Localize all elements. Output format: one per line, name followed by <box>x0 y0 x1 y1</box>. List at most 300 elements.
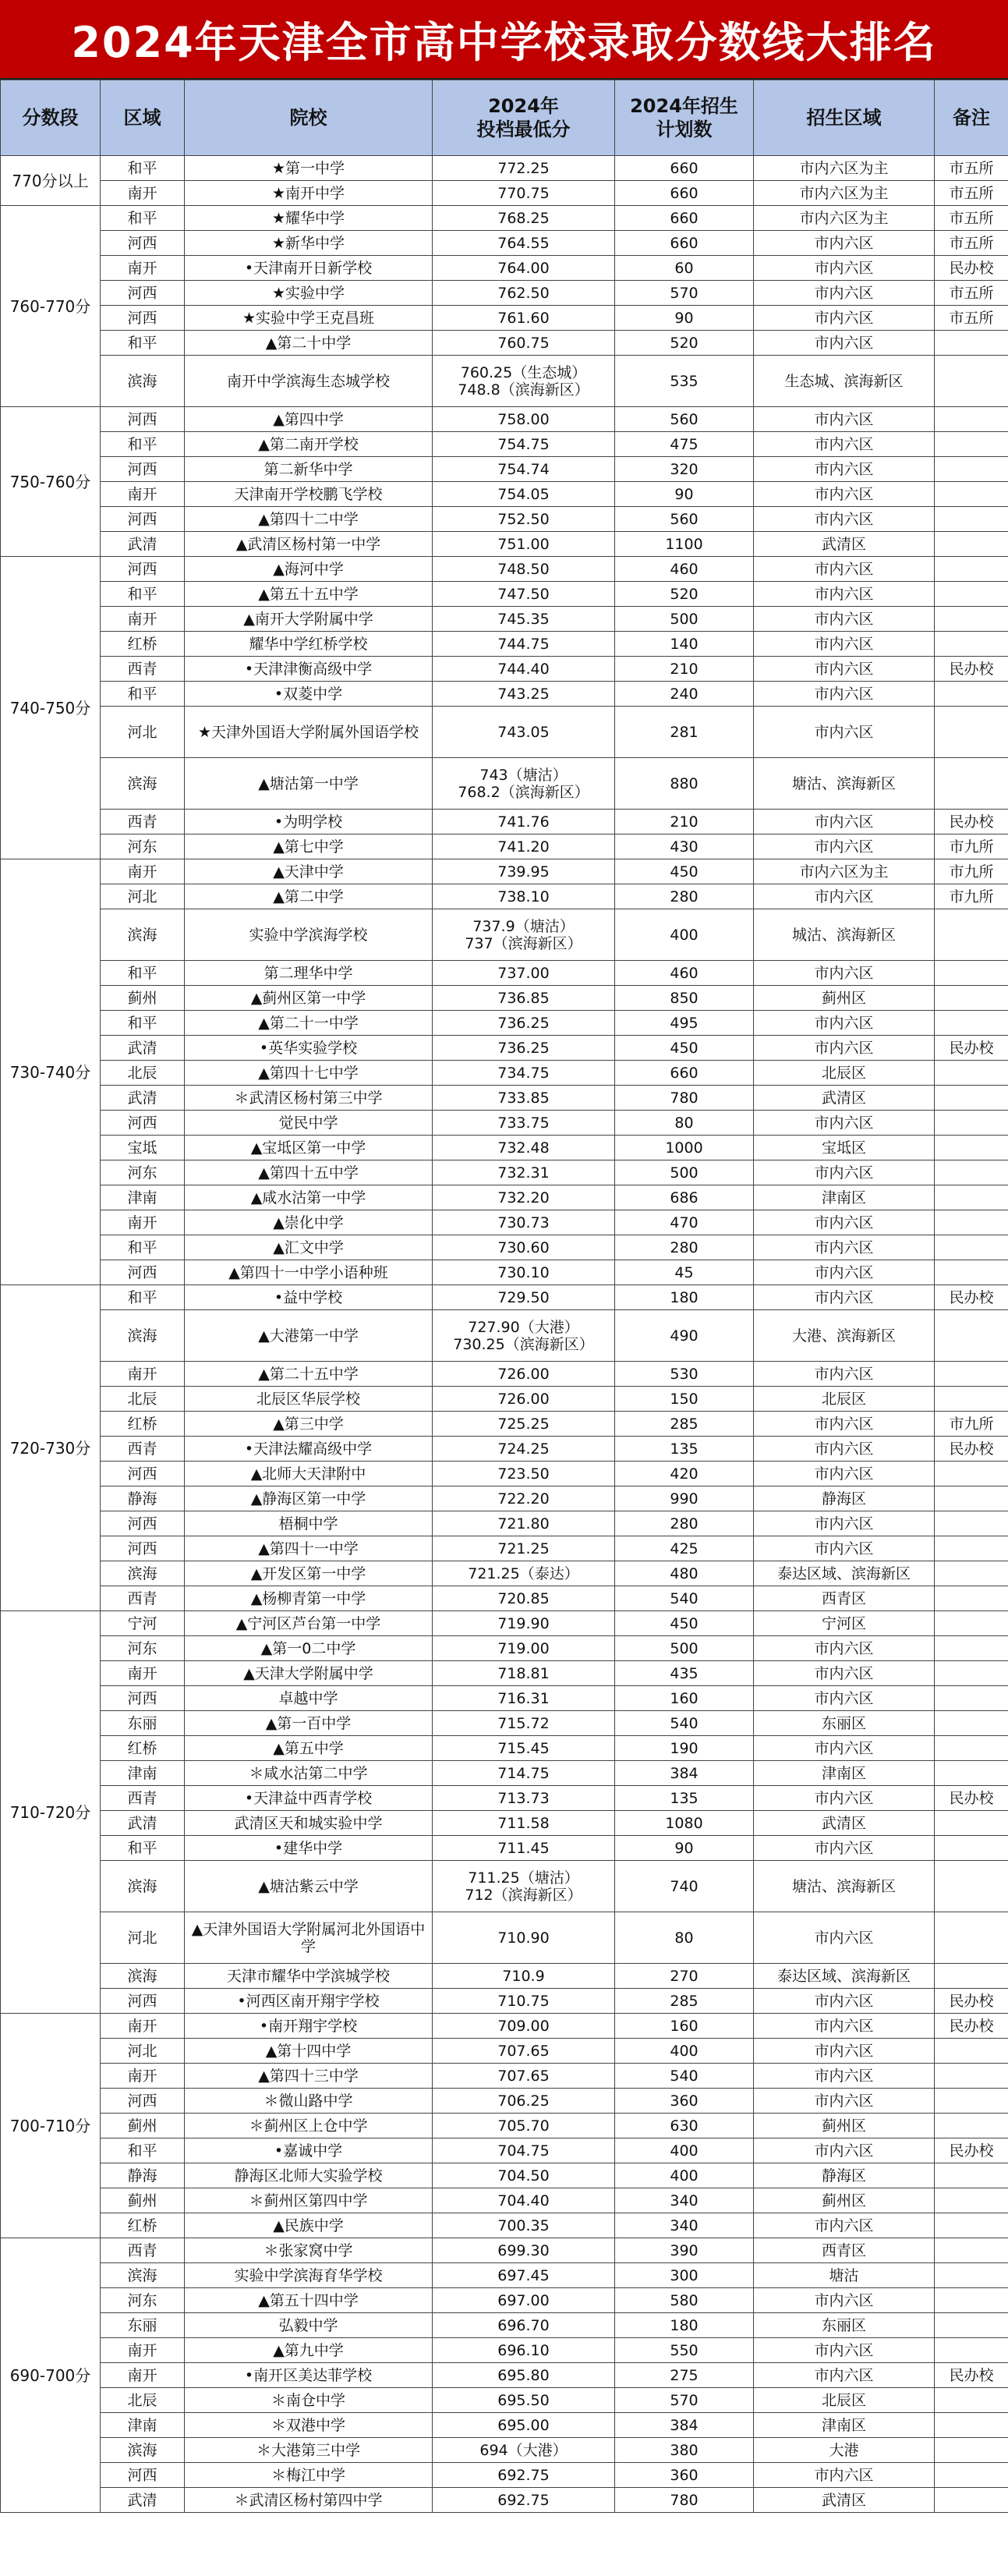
district-cell: 南开 <box>101 1210 185 1235</box>
note-cell: 民办校 <box>935 2138 1008 2163</box>
note-cell: 市五所 <box>935 306 1008 331</box>
school-cell: ▲蓟州区第一中学 <box>185 986 433 1011</box>
plan-count-cell: 280 <box>615 884 754 909</box>
min-score-cell: 736.85 <box>433 986 615 1011</box>
table-row <box>1 1561 1008 1586</box>
district-cell: 西青 <box>101 1437 185 1462</box>
header-region: 招生区域 <box>754 80 935 156</box>
min-score-cell: 710.75 <box>433 1989 615 2014</box>
school-cell: ▲第四十七中学 <box>185 1061 433 1086</box>
plan-count-cell: 460 <box>615 557 754 582</box>
plan-count-cell: 150 <box>615 1387 754 1412</box>
region-cell: 市内六区 <box>754 507 935 532</box>
note-cell: 市九所 <box>935 859 1008 884</box>
plan-count-cell: 686 <box>615 1185 754 1210</box>
min-score-cell: 754.05 <box>433 482 615 507</box>
min-score-cell: 733.85 <box>433 1086 615 1111</box>
note-cell <box>935 2463 1008 2488</box>
plan-count-cell: 1100 <box>615 532 754 557</box>
plan-count-cell: 430 <box>615 834 754 859</box>
plan-count-cell: 540 <box>615 1711 754 1736</box>
region-cell: 市内六区 <box>754 331 935 356</box>
region-cell: 市内六区 <box>754 1036 935 1061</box>
min-score-cell: 699.30 <box>433 2238 615 2263</box>
note-cell: 民办校 <box>935 657 1008 682</box>
min-score-cell: 705.70 <box>433 2114 615 2138</box>
district-cell: 滨海 <box>101 1310 185 1362</box>
district-cell: 滨海 <box>101 2438 185 2463</box>
table-row <box>1 1111 1008 1136</box>
min-score-cell: 741.76 <box>433 810 615 834</box>
plan-count-cell: 425 <box>615 1536 754 1561</box>
plan-count-cell: 495 <box>615 1011 754 1036</box>
district-cell: 滨海 <box>101 1561 185 1586</box>
note-cell <box>935 1061 1008 1086</box>
min-score-cell: 762.50 <box>433 281 615 306</box>
table-row <box>1 2313 1008 2338</box>
district-cell: 河西 <box>101 281 185 306</box>
district-cell: 静海 <box>101 2163 185 2188</box>
table-row <box>1 1036 1008 1061</box>
plan-count-cell: 420 <box>615 1462 754 1486</box>
school-cell: 实验中学滨海育华学校 <box>185 2263 433 2288</box>
district-cell: 武清 <box>101 1811 185 1836</box>
district-cell: 滨海 <box>101 909 185 961</box>
min-score-cell: 695.80 <box>433 2363 615 2388</box>
table-row <box>1 1486 1008 1511</box>
note-cell <box>935 607 1008 632</box>
note-cell <box>935 331 1008 356</box>
note-cell <box>935 1260 1008 1285</box>
plan-count-cell: 400 <box>615 2138 754 2163</box>
table-row <box>1 657 1008 682</box>
note-cell <box>935 2438 1008 2463</box>
region-cell: 武清区 <box>754 1811 935 1836</box>
plan-count-cell: 780 <box>615 1086 754 1111</box>
note-cell <box>935 1964 1008 1989</box>
note-cell <box>935 986 1008 1011</box>
school-cell: •南开区美达菲学校 <box>185 2363 433 2388</box>
min-score-cell: 751.00 <box>433 532 615 557</box>
region-cell: 市内六区 <box>754 632 935 657</box>
note-cell <box>935 1111 1008 1136</box>
header-min-score: 2024年 投档最低分 <box>433 80 615 156</box>
district-cell: 南开 <box>101 2338 185 2363</box>
table-row <box>1 1536 1008 1561</box>
note-cell: 民办校 <box>935 810 1008 834</box>
score-band-cell: 760-770分 <box>1 206 101 407</box>
region-cell: 市内六区 <box>754 1912 935 1964</box>
table-row <box>1 2138 1008 2163</box>
min-score-cell: 721.25（泰达） <box>433 1561 615 1586</box>
district-cell: 河西 <box>101 2089 185 2114</box>
district-cell: 河东 <box>101 834 185 859</box>
school-cell: ▲第十四中学 <box>185 2039 433 2064</box>
plan-count-cell: 160 <box>615 2014 754 2039</box>
note-cell <box>935 1586 1008 1611</box>
min-score-cell: 744.40 <box>433 657 615 682</box>
plan-count-cell: 135 <box>615 1786 754 1811</box>
note-cell: 民办校 <box>935 1437 1008 1462</box>
note-cell <box>935 532 1008 557</box>
plan-count-cell: 180 <box>615 2313 754 2338</box>
note-cell <box>935 1536 1008 1561</box>
school-cell: ＊双港中学 <box>185 2413 433 2438</box>
table-row <box>1 356 1008 407</box>
plan-count-cell: 450 <box>615 1611 754 1636</box>
region-cell: 蓟州区 <box>754 2188 935 2213</box>
district-cell: 西青 <box>101 810 185 834</box>
plan-count-cell: 60 <box>615 256 754 281</box>
plan-count-cell: 400 <box>615 909 754 961</box>
min-score-cell: 692.75 <box>433 2488 615 2513</box>
region-cell: 市内六区 <box>754 1636 935 1661</box>
school-cell: ▲天津中学 <box>185 859 433 884</box>
district-cell: 河西 <box>101 231 185 256</box>
district-cell: 河东 <box>101 1160 185 1185</box>
district-cell: 河北 <box>101 884 185 909</box>
note-cell <box>935 482 1008 507</box>
note-cell <box>935 582 1008 607</box>
region-cell: 市内六区 <box>754 682 935 707</box>
school-cell: 北辰区华辰学校 <box>185 1387 433 1412</box>
table-row <box>1 1761 1008 1786</box>
score-band-cell: 750-760分 <box>1 407 101 557</box>
region-cell: 市内六区为主 <box>754 206 935 231</box>
school-cell: 觉民中学 <box>185 1111 433 1136</box>
school-cell: ▲第一0二中学 <box>185 1636 433 1661</box>
district-cell: 红桥 <box>101 2213 185 2238</box>
note-cell <box>935 1511 1008 1536</box>
note-cell <box>935 2288 1008 2313</box>
district-cell: 静海 <box>101 1486 185 1511</box>
region-cell: 津南区 <box>754 2413 935 2438</box>
min-score-cell: 700.35 <box>433 2213 615 2238</box>
note-cell <box>935 1761 1008 1786</box>
region-cell: 东丽区 <box>754 2313 935 2338</box>
region-cell: 市内六区 <box>754 1661 935 1686</box>
school-cell: ★新华中学 <box>185 231 433 256</box>
school-cell: ▲第二中学 <box>185 884 433 909</box>
table-row <box>1 181 1008 206</box>
min-score-cell: 760.25（生态城） 748.8（滨海新区） <box>433 356 615 407</box>
region-cell: 市内六区 <box>754 961 935 986</box>
page-title: 2024年天津全市高中学校录取分数线大排名 <box>0 0 1008 80</box>
region-cell: 武清区 <box>754 2488 935 2513</box>
district-cell: 滨海 <box>101 758 185 810</box>
table-row <box>1 432 1008 457</box>
min-score-cell: 734.75 <box>433 1061 615 1086</box>
note-cell <box>935 1235 1008 1260</box>
min-score-cell: 697.45 <box>433 2263 615 2288</box>
note-cell: 市五所 <box>935 281 1008 306</box>
plan-count-cell: 384 <box>615 2413 754 2438</box>
plan-count-cell: 300 <box>615 2263 754 2288</box>
district-cell: 南开 <box>101 2363 185 2388</box>
school-cell: •天津津衡高级中学 <box>185 657 433 682</box>
min-score-cell: 738.10 <box>433 884 615 909</box>
region-cell: 静海区 <box>754 2163 935 2188</box>
table-row <box>1 758 1008 810</box>
plan-count-cell: 540 <box>615 2064 754 2089</box>
school-cell: •天津南开日新学校 <box>185 256 433 281</box>
region-cell: 北辰区 <box>754 1387 935 1412</box>
plan-count-cell: 560 <box>615 507 754 532</box>
district-cell: 南开 <box>101 181 185 206</box>
plan-count-cell: 360 <box>615 2463 754 2488</box>
school-cell: ▲天津大学附属中学 <box>185 1661 433 1686</box>
score-band-cell: 740-750分 <box>1 557 101 859</box>
table-row <box>1 1086 1008 1111</box>
plan-count-cell: 660 <box>615 231 754 256</box>
table-row <box>1 1786 1008 1811</box>
school-cell: ★天津外国语大学附属外国语学校 <box>185 707 433 758</box>
min-score-cell: 710.90 <box>433 1912 615 1964</box>
district-cell: 河西 <box>101 457 185 482</box>
note-cell <box>935 2039 1008 2064</box>
school-cell: •天津益中西青学校 <box>185 1786 433 1811</box>
table-row <box>1 607 1008 632</box>
region-cell: 市内六区 <box>754 1260 935 1285</box>
min-score-cell: 745.35 <box>433 607 615 632</box>
min-score-cell: 696.10 <box>433 2338 615 2363</box>
region-cell: 市内六区 <box>754 407 935 432</box>
min-score-cell: 747.50 <box>433 582 615 607</box>
min-score-cell: 741.20 <box>433 834 615 859</box>
header-row <box>1 80 1008 156</box>
region-cell: 市内六区 <box>754 1111 935 1136</box>
region-cell: 市内六区 <box>754 1511 935 1536</box>
min-score-cell: 736.25 <box>433 1036 615 1061</box>
school-cell: ▲第四十三中学 <box>185 2064 433 2089</box>
region-cell: 市内六区 <box>754 482 935 507</box>
region-cell: 市内六区 <box>754 2363 935 2388</box>
school-cell: ▲宁河区芦台第一中学 <box>185 1611 433 1636</box>
school-cell: 武清区天和城实验中学 <box>185 1811 433 1836</box>
table-row <box>1 2413 1008 2438</box>
region-cell: 市内六区 <box>754 432 935 457</box>
min-score-cell: 696.70 <box>433 2313 615 2338</box>
region-cell: 市内六区 <box>754 1736 935 1761</box>
district-cell: 河北 <box>101 707 185 758</box>
table-row <box>1 1636 1008 1661</box>
note-cell <box>935 1711 1008 1736</box>
table-row <box>1 682 1008 707</box>
region-cell: 市内六区 <box>754 231 935 256</box>
min-score-cell: 730.10 <box>433 1260 615 1285</box>
table-row <box>1 2463 1008 2488</box>
note-cell <box>935 1136 1008 1160</box>
region-cell: 市内六区 <box>754 2014 935 2039</box>
plan-count-cell: 850 <box>615 986 754 1011</box>
note-cell: 民办校 <box>935 1989 1008 2014</box>
table-row <box>1 1437 1008 1462</box>
table-row <box>1 2039 1008 2064</box>
table-row <box>1 884 1008 909</box>
region-cell: 北辰区 <box>754 2388 935 2413</box>
school-cell: ＊南仓中学 <box>185 2388 433 2413</box>
school-cell: ▲第四十五中学 <box>185 1160 433 1185</box>
district-cell: 河西 <box>101 1686 185 1711</box>
region-cell: 津南区 <box>754 1761 935 1786</box>
note-cell: 市五所 <box>935 206 1008 231</box>
table-row <box>1 1989 1008 2014</box>
district-cell: 和平 <box>101 2138 185 2163</box>
note-cell <box>935 1686 1008 1711</box>
note-cell: 民办校 <box>935 256 1008 281</box>
district-cell: 西青 <box>101 2238 185 2263</box>
region-cell: 市内六区 <box>754 810 935 834</box>
district-cell: 南开 <box>101 256 185 281</box>
region-cell: 大港 <box>754 2438 935 2463</box>
min-score-cell: 739.95 <box>433 859 615 884</box>
region-cell: 宝坻区 <box>754 1136 935 1160</box>
region-cell: 市内六区为主 <box>754 156 935 181</box>
school-cell: ▲第五十四中学 <box>185 2288 433 2313</box>
min-score-cell: 723.50 <box>433 1462 615 1486</box>
school-cell: ▲第四中学 <box>185 407 433 432</box>
region-cell: 市内六区 <box>754 1989 935 2014</box>
region-cell: 市内六区 <box>754 2089 935 2114</box>
district-cell: 滨海 <box>101 1861 185 1912</box>
table-row <box>1 482 1008 507</box>
region-cell: 市内六区 <box>754 834 935 859</box>
table-row <box>1 2064 1008 2089</box>
plan-count-cell: 740 <box>615 1861 754 1912</box>
table-row <box>1 1310 1008 1362</box>
school-cell: ▲第四十二中学 <box>185 507 433 532</box>
plan-count-cell: 780 <box>615 2488 754 2513</box>
table-row <box>1 1412 1008 1437</box>
table-row <box>1 1661 1008 1686</box>
note-cell <box>935 707 1008 758</box>
note-cell <box>935 2388 1008 2413</box>
school-cell: ▲第二十五中学 <box>185 1362 433 1387</box>
school-cell: 耀华中学红桥学校 <box>185 632 433 657</box>
min-score-cell: 692.75 <box>433 2463 615 2488</box>
score-table <box>0 80 1008 2513</box>
school-cell: ★第一中学 <box>185 156 433 181</box>
table-row <box>1 2188 1008 2213</box>
district-cell: 东丽 <box>101 2313 185 2338</box>
min-score-cell: 772.25 <box>433 156 615 181</box>
school-cell: ▲第二十一中学 <box>185 1011 433 1036</box>
district-cell: 河西 <box>101 2463 185 2488</box>
plan-count-cell: 570 <box>615 281 754 306</box>
plan-count-cell: 180 <box>615 1285 754 1310</box>
note-cell <box>935 1086 1008 1111</box>
table-row <box>1 281 1008 306</box>
table-row <box>1 1711 1008 1736</box>
region-cell: 市内六区为主 <box>754 859 935 884</box>
table-row <box>1 2238 1008 2263</box>
note-cell <box>935 457 1008 482</box>
region-cell: 静海区 <box>754 1486 935 1511</box>
note-cell <box>935 2263 1008 2288</box>
min-score-cell: 764.55 <box>433 231 615 256</box>
district-cell: 河西 <box>101 306 185 331</box>
school-cell: ▲崇化中学 <box>185 1210 433 1235</box>
district-cell: 武清 <box>101 2488 185 2513</box>
min-score-cell: 709.00 <box>433 2014 615 2039</box>
min-score-cell: 715.45 <box>433 1736 615 1761</box>
district-cell: 河北 <box>101 2039 185 2064</box>
district-cell: 津南 <box>101 1761 185 1786</box>
note-cell <box>935 1160 1008 1185</box>
min-score-cell: 714.75 <box>433 1761 615 1786</box>
district-cell: 和平 <box>101 331 185 356</box>
table-row <box>1 2014 1008 2039</box>
region-cell: 市内六区 <box>754 657 935 682</box>
school-cell: •英华实验学校 <box>185 1036 433 1061</box>
school-cell: ▲宝坻区第一中学 <box>185 1136 433 1160</box>
plan-count-cell: 135 <box>615 1437 754 1462</box>
table-row <box>1 834 1008 859</box>
school-cell: 南开中学滨海生态城学校 <box>185 356 433 407</box>
school-cell: ＊咸水沽第二中学 <box>185 1761 433 1786</box>
district-cell: 宁河 <box>101 1611 185 1636</box>
school-cell: ▲咸水沽第一中学 <box>185 1185 433 1210</box>
note-cell <box>935 1462 1008 1486</box>
header-school: 院校 <box>185 80 433 156</box>
plan-count-cell: 520 <box>615 331 754 356</box>
note-cell <box>935 356 1008 407</box>
note-cell <box>935 2313 1008 2338</box>
school-cell: •嘉诚中学 <box>185 2138 433 2163</box>
min-score-cell: 727.90（大港） 730.25（滨海新区） <box>433 1310 615 1362</box>
district-cell: 南开 <box>101 2014 185 2039</box>
note-cell <box>935 2163 1008 2188</box>
min-score-cell: 721.25 <box>433 1536 615 1561</box>
table-row <box>1 2089 1008 2114</box>
school-cell: ＊蓟州区第四中学 <box>185 2188 433 2213</box>
plan-count-cell: 500 <box>615 1636 754 1661</box>
plan-count-cell: 560 <box>615 407 754 432</box>
table-row <box>1 810 1008 834</box>
min-score-cell: 733.75 <box>433 1111 615 1136</box>
min-score-cell: 758.00 <box>433 407 615 432</box>
school-cell: ★耀华中学 <box>185 206 433 231</box>
district-cell: 红桥 <box>101 1736 185 1761</box>
region-cell: 市内六区 <box>754 1412 935 1437</box>
min-score-cell: 716.31 <box>433 1686 615 1711</box>
plan-count-cell: 270 <box>615 1964 754 1989</box>
header-district: 区域 <box>101 80 185 156</box>
note-cell <box>935 1011 1008 1036</box>
plan-count-cell: 90 <box>615 482 754 507</box>
plan-count-cell: 280 <box>615 1511 754 1536</box>
plan-count-cell: 435 <box>615 1661 754 1686</box>
note-cell <box>935 1861 1008 1912</box>
note-cell <box>935 758 1008 810</box>
table-row <box>1 707 1008 758</box>
table-row <box>1 1160 1008 1185</box>
district-cell: 津南 <box>101 2413 185 2438</box>
district-cell: 河西 <box>101 407 185 432</box>
table-row <box>1 156 1008 181</box>
table-row <box>1 1861 1008 1912</box>
region-cell: 泰达区域、滨海新区 <box>754 1561 935 1586</box>
min-score-cell: 743.25 <box>433 682 615 707</box>
district-cell: 滨海 <box>101 2263 185 2288</box>
plan-count-cell: 460 <box>615 961 754 986</box>
school-cell: ▲开发区第一中学 <box>185 1561 433 1586</box>
min-score-cell: 737.9（塘沽） 737（滨海新区） <box>433 909 615 961</box>
school-cell: ▲第二南开学校 <box>185 432 433 457</box>
note-cell: 市九所 <box>935 834 1008 859</box>
plan-count-cell: 285 <box>615 1989 754 2014</box>
note-cell <box>935 682 1008 707</box>
